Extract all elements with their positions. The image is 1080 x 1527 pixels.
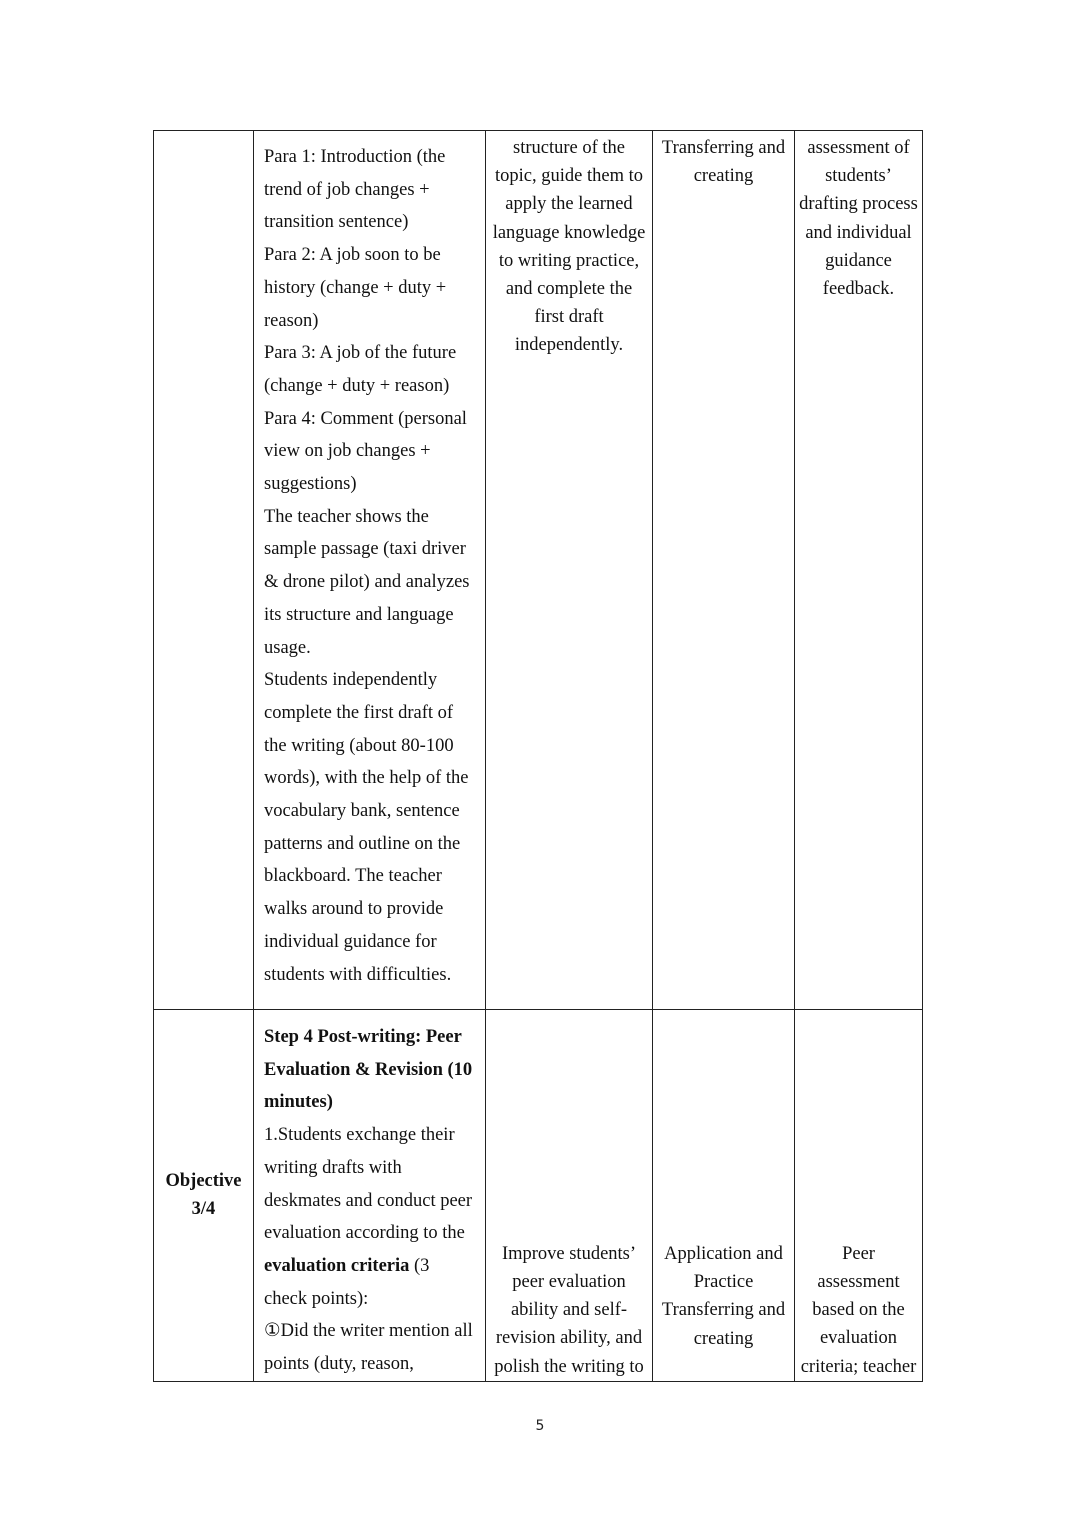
intention-text: Improve students’ peer evaluation ability and self-revision ability, and polish the writing to xyxy=(494,1243,644,1377)
activity-description-cell xyxy=(254,131,486,1010)
intention-text: structure of the topic, guide them to apply the learned language knowledge to writing practice, and complete the first draft independently. xyxy=(492,138,646,356)
intention-cell xyxy=(486,1010,653,1382)
lesson-plan-table xyxy=(153,130,923,1382)
checkpoint-1: ①Did the writer mention all points (duty, reason, xyxy=(264,1321,473,1375)
assessment-text: Peer assessment based on the evaluation criteria; teacher xyxy=(800,1243,917,1377)
objective-cell: Objective 3/4 xyxy=(154,1010,254,1382)
assessment-text: assessment of students’ drafting process and individual guidance feedback. xyxy=(799,138,918,300)
evaluation-criteria-emphasis: evaluation criteria xyxy=(264,1255,410,1276)
activity-type-text-2: Transferring and creating xyxy=(661,1300,786,1349)
activity-type-cell xyxy=(653,131,795,1010)
intention-cell xyxy=(486,131,653,1010)
paragraph-outline-1: Para 1: Introduction (the trend of job changes + transition sentence) xyxy=(264,147,446,233)
paragraph-outline-3: Para 3: A job of the future (change + duty + reason) xyxy=(264,343,457,396)
step-title-text: Step 4 Post-writing: Peer Evaluation & Revision (10 minutes) xyxy=(264,1027,473,1113)
activity-type-text: Transferring and creating xyxy=(661,138,786,187)
instruction-text: 1.Students exchange their writing drafts with deskmates and conduct peer evaluation according to the xyxy=(264,1125,473,1244)
draft-writing-text: Students independently complete the first draft of the writing (about 80-100 words), with the help of the vocabulary bank, sentence patterns and outline on the blackboard. The teacher walks around to provide individual guidance for students with difficulties. xyxy=(264,670,469,985)
step-title xyxy=(264,1021,477,1119)
page-number: 5 xyxy=(535,1418,545,1434)
sample-passage-text: The teacher shows the sample passage (taxi driver & drone pilot) and analyzes its structure and language usage. xyxy=(264,506,470,658)
paragraph-outline-2: Para 2: A job soon to be history (change + duty + reason) xyxy=(264,245,447,331)
activity-type-text: Application and Practice xyxy=(664,1243,783,1293)
assessment-cell xyxy=(795,1010,923,1382)
activity-description-cell xyxy=(254,1010,486,1382)
table-row xyxy=(154,131,923,1010)
paragraph-outline-4: Para 4: Comment (personal view on job changes + suggestions) xyxy=(264,408,467,495)
assessment-cell xyxy=(795,131,923,1010)
checkpoints-text: (3 check points): xyxy=(264,1255,430,1309)
peer-evaluation-instruction xyxy=(264,1119,477,1315)
table-row xyxy=(154,1010,923,1382)
objective-cell xyxy=(154,131,254,1010)
activity-type-cell xyxy=(653,1010,795,1382)
